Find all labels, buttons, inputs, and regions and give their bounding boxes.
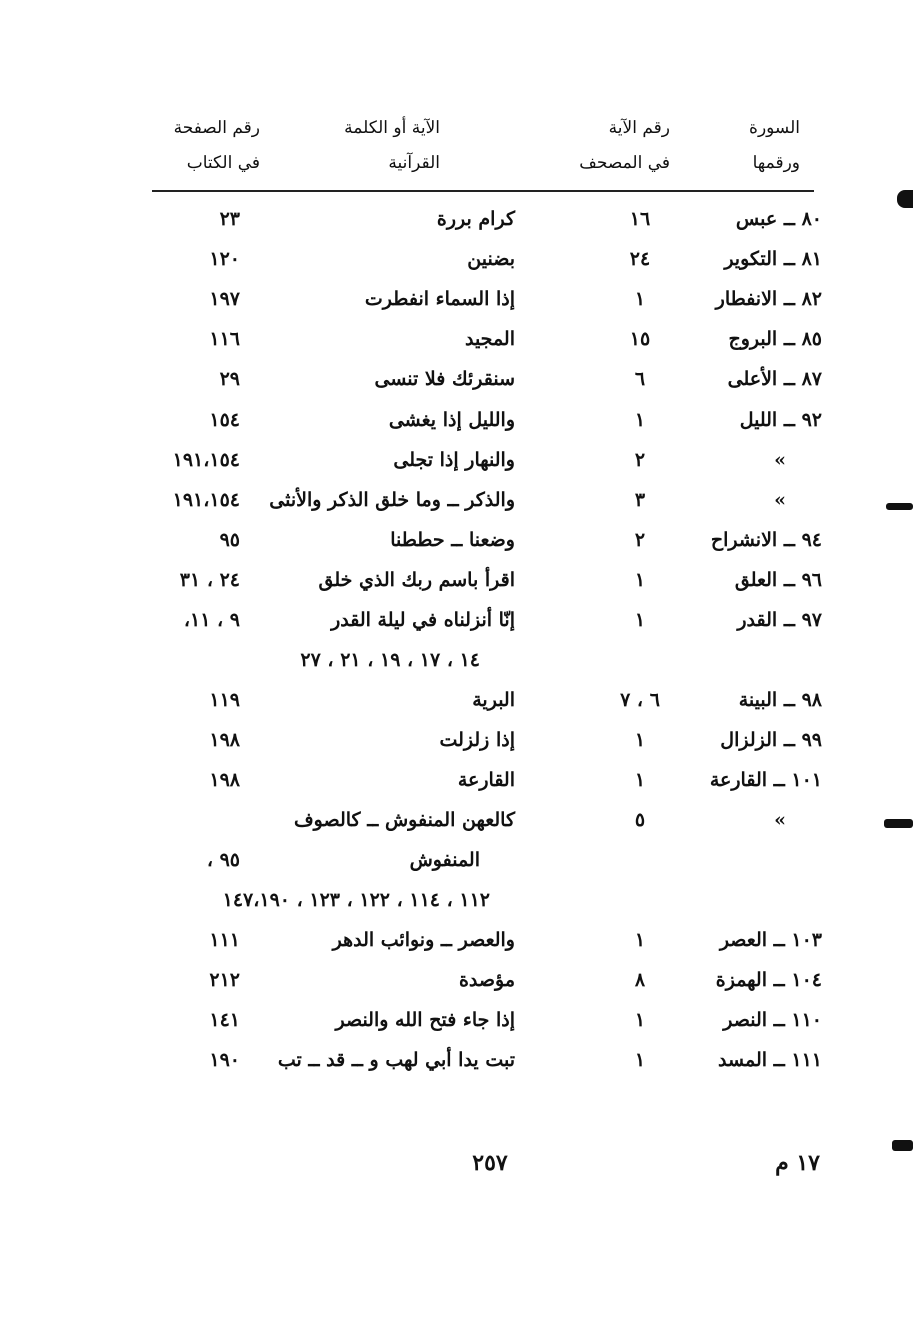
table-row [0, 602, 913, 638]
book-page-cell: ٩ ، ١١، [183, 609, 240, 631]
header-page-line2: في الكتاب [186, 153, 260, 173]
header-aya-line1: رقم الآية [608, 118, 670, 138]
quran-word-cell: البرية [472, 689, 515, 711]
aya-number-cell: ١ [634, 409, 646, 431]
aya-number-cell: ١ [634, 929, 646, 951]
aya-number-cell: ١ [634, 569, 646, 591]
surah-cell: ٨٧ ــ الأعلى [727, 368, 822, 390]
surah-cell: ٩٩ ــ الزلزال [720, 729, 822, 751]
aya-number-cell: ١٦ [629, 208, 651, 230]
surah-cell: ١٠١ ــ القارعة [709, 769, 822, 791]
book-page-cell: ٢١٢ [209, 969, 240, 991]
table-row [0, 562, 913, 598]
quran-word-cell: سنقرئك فلا تنسى [374, 368, 515, 390]
surah-cell: ٩٢ ــ الليل [739, 409, 822, 431]
book-page-cell [140, 802, 240, 838]
scan-mark [884, 819, 913, 828]
aya-number-cell: ٦ ، ٧ [620, 689, 660, 711]
surah-cell: ٨٢ ــ الانفطار [715, 288, 822, 310]
book-page-cell: ١١٦ [209, 328, 240, 350]
quran-word-cell: المجيد [464, 328, 515, 350]
table-row [0, 281, 913, 317]
scan-mark [897, 190, 913, 208]
header-word-line1: الآية أو الكلمة [344, 118, 440, 138]
surah-cell: ٨٥ ــ البروج [728, 328, 822, 350]
book-page-cell: ١٢٠ [209, 248, 240, 270]
aya-number-cell: ١ [634, 1009, 646, 1031]
aya-number-cell: ١ [634, 769, 646, 791]
book-page-cell: ١٥٤ [209, 409, 240, 431]
aya-number-cell: ٥ [634, 809, 646, 831]
surah-cell: ١٠٤ ــ الهمزة [715, 969, 822, 991]
aya-number-cell: ١ [634, 609, 646, 631]
aya-number-cell: ٨ [634, 969, 646, 991]
book-page-cell: ١١٩ [209, 689, 240, 711]
surah-cell: » [774, 489, 786, 511]
header-surah-line2: ورقمها [752, 153, 800, 173]
book-page-cell: ٩٥ [219, 529, 240, 551]
surah-cell: ٨١ ــ التكوير [724, 248, 822, 270]
surah-cell: ١٠٣ ــ العصر [719, 929, 822, 951]
book-page-cell: ١٩٨ [209, 769, 240, 791]
table-row [0, 402, 913, 438]
aya-number-cell: ٣ [634, 489, 646, 511]
quran-word-cell: كرام بررة [436, 208, 515, 230]
header-word-line2: القرآنية [388, 153, 440, 173]
table-row [0, 762, 913, 798]
table-row [0, 361, 913, 397]
table-row [0, 201, 913, 237]
surah-cell: ٨٠ ــ عبس [735, 208, 822, 230]
quran-word-cell: اقرأ باسم ربك الذي خلق [318, 569, 515, 591]
table-row [0, 922, 913, 958]
aya-number-cell: ٦ [634, 368, 646, 390]
table-row [0, 1002, 913, 1038]
quran-word-cell: والذكر ــ وما خلق الذكر والأنثى [269, 489, 515, 511]
header-page-line1: رقم الصفحة [173, 118, 260, 138]
table-row [0, 321, 913, 357]
table-row [0, 482, 913, 518]
book-page-cell: ١٩٧ [209, 288, 240, 310]
surah-cell: ٩٧ ــ القدر [737, 609, 822, 631]
word-continuation: المنفوش [409, 849, 480, 871]
header-aya-line2: في المصحف [579, 153, 670, 173]
book-page-cell: ١٩١،١٥٤ [172, 449, 240, 471]
surah-cell: ٩٨ ــ البينة [738, 689, 822, 711]
scan-mark [886, 503, 913, 510]
quran-word-cell: كالعهن المنفوش ــ كالصوف [293, 809, 515, 831]
quran-word-cell: إذا زلزلت [439, 729, 515, 751]
table-row [0, 241, 913, 277]
surah-cell: ١١١ ــ المسد [718, 1049, 822, 1071]
signature-mark: ١٧ م [775, 1150, 820, 1176]
aya-number-cell: ٢٤ [629, 248, 651, 270]
book-page-cell: ١١١ [209, 929, 240, 951]
table-row [0, 1042, 913, 1078]
quran-word-cell: مؤصدة [458, 969, 515, 991]
page-list-continuation: ١٤ ، ١٧ ، ١٩ ، ٢١ ، ٢٧ [300, 649, 480, 671]
book-page-cell: ٢٣ [219, 208, 240, 230]
book-page-cell: ١٩٠ [209, 1049, 240, 1071]
quran-word-cell: إنّا أنزلناه في ليلة القدر [331, 609, 515, 631]
table-row [0, 522, 913, 558]
quran-word-cell: تبت يدا أبي لهب و ــ قد ــ تب [277, 1049, 515, 1071]
quran-word-cell: والعصر ــ ونوائب الدهر [332, 929, 515, 951]
quran-word-cell: والنهار إذا تجلى [393, 449, 515, 471]
aya-number-cell: ١ [634, 1049, 646, 1071]
aya-number-cell: ٢ [634, 449, 646, 471]
table-row [0, 962, 913, 998]
aya-number-cell: ٢ [634, 529, 646, 551]
scan-mark [892, 1140, 913, 1151]
table-row [0, 722, 913, 758]
page-number: ٢٥٧ [472, 1150, 508, 1176]
surah-cell: » [774, 809, 786, 831]
page-list-continuation: ١١٢ ، ١١٤ ، ١٢٢ ، ١٢٣ ، ١٤٧،١٩٠ [222, 889, 490, 911]
page-continuation: ٩٥ ، [206, 849, 240, 871]
header-surah-line1: السورة [749, 118, 800, 138]
quran-word-cell: والليل إذا يغشى [388, 409, 515, 431]
aya-number-cell: ١ [634, 729, 646, 751]
table-row [0, 682, 913, 718]
aya-number-cell: ١٥ [629, 328, 651, 350]
book-page-cell: ١٩١،١٥٤ [172, 489, 240, 511]
book-page-cell: ١٩٨ [209, 729, 240, 751]
quran-word-cell: القارعة [457, 769, 515, 791]
table-row [0, 442, 913, 478]
surah-cell: ١١٠ ــ النصر [723, 1009, 822, 1031]
quran-word-cell: بضنين [467, 248, 515, 270]
quran-word-cell: إذا جاء فتح الله والنصر [335, 1009, 515, 1031]
surah-cell: ٩٤ ــ الانشراح [710, 529, 822, 551]
header-rule [152, 190, 814, 192]
quran-word-cell: وضعنا ــ حططنا [390, 529, 515, 551]
surah-cell: » [774, 449, 786, 471]
table-row [0, 802, 913, 838]
book-page-cell: ٢٩ [219, 368, 240, 390]
aya-number-cell: ١ [634, 288, 646, 310]
surah-cell: ٩٦ ــ العلق [734, 569, 822, 591]
book-page-cell: ٢٤ ، ٣١ [179, 569, 240, 591]
book-page-cell: ١٤١ [209, 1009, 240, 1031]
quran-word-cell: إذا السماء انفطرت [364, 288, 515, 310]
